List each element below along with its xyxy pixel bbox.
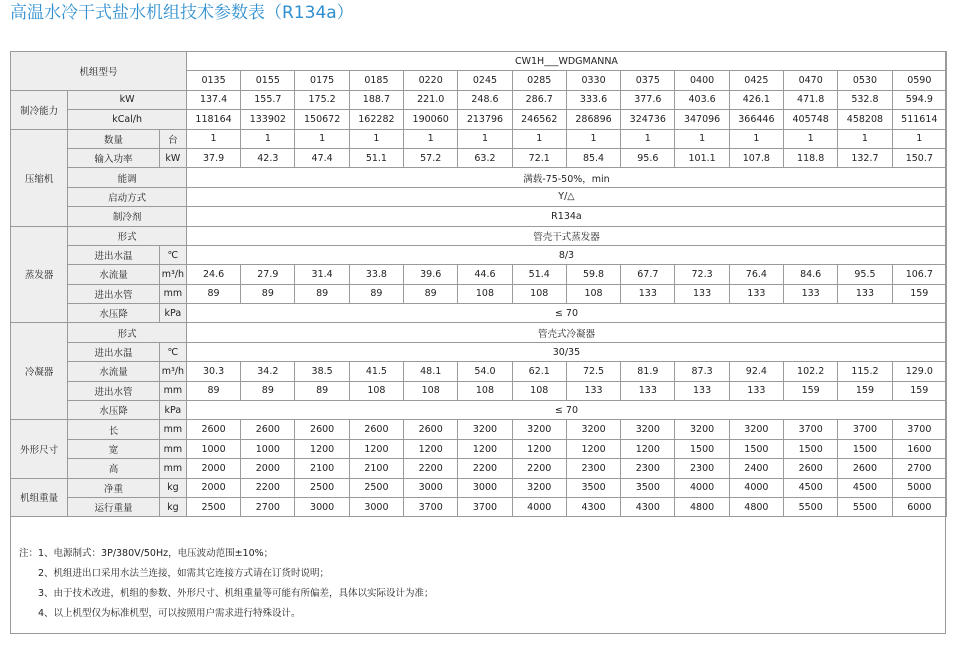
value-cell: 150672 [295,110,349,129]
table-row [11,342,947,361]
value-cell: 81.9 [621,362,675,381]
value-cell: 1 [566,129,620,148]
value-cell: 471.8 [784,90,838,109]
value-cell: 108 [512,284,566,303]
value-cell: 1500 [675,439,729,458]
value-cell: 1 [512,129,566,148]
value-cell: 133 [838,284,892,303]
value-cell: 4300 [566,497,620,516]
model-code-cell: CW1H___WDGMANNA [186,52,946,71]
group-label-cell: 制冷能力 [11,90,68,129]
value-cell: 67.7 [621,265,675,284]
unit-cell: kPa [159,401,186,420]
value-cell: 41.5 [349,362,403,381]
value-cell: 3000 [404,478,458,497]
table-row [11,478,947,497]
merged-value-cell: ≤ 70 [186,304,946,323]
value-cell: 188.7 [349,90,403,109]
value-cell: 3200 [729,420,783,439]
spec-table [10,51,947,517]
value-cell: 4500 [784,478,838,497]
value-cell: 85.4 [566,148,620,167]
table-row [11,187,947,206]
value-cell: 159 [784,381,838,400]
model-number-cell: 0400 [675,71,729,90]
value-cell: 2100 [349,459,403,478]
model-number-cell: 0185 [349,71,403,90]
param-label-cell: 进出水管 [68,284,159,303]
value-cell: 118.8 [784,148,838,167]
param-label-cell: 制冷剂 [68,207,187,226]
value-cell: 4800 [675,497,729,516]
value-cell: 84.6 [784,265,838,284]
value-cell: 1500 [729,439,783,458]
value-cell: 1 [349,129,403,148]
value-cell: 1 [784,129,838,148]
value-cell: 248.6 [458,90,512,109]
value-cell: 1200 [566,439,620,458]
value-cell: 89 [186,284,240,303]
table-row [11,420,947,439]
value-cell: 47.4 [295,148,349,167]
model-number-cell: 0175 [295,71,349,90]
value-cell: 4000 [512,497,566,516]
value-cell: 133 [566,381,620,400]
value-cell: 1500 [784,439,838,458]
value-cell: 1200 [512,439,566,458]
model-number-cell: 0245 [458,71,512,90]
param-label-cell: 进出水温 [68,342,159,361]
value-cell: 2200 [458,459,512,478]
unit-cell: mm [159,420,186,439]
param-label-cell: kW [68,90,187,109]
note-line: 注：1、电源制式：3P/380V/50Hz，电压波动范围±10%； [19,548,274,559]
value-cell: 2200 [404,459,458,478]
value-cell: 594.9 [892,90,946,109]
group-label-cell: 机组重量 [11,478,68,517]
value-cell: 3700 [784,420,838,439]
unit-cell: 台 [159,129,186,148]
value-cell: 2700 [241,497,295,516]
value-cell: 1 [729,129,783,148]
value-cell: 1600 [892,439,946,458]
value-cell: 4500 [838,478,892,497]
value-cell: 3200 [458,420,512,439]
value-cell: 221.0 [404,90,458,109]
group-label-cell: 冷凝器 [11,323,68,420]
value-cell: 2500 [186,497,240,516]
value-cell: 5500 [838,497,892,516]
table-row [11,284,947,303]
param-label-cell: 高 [68,459,159,478]
value-cell: 324736 [621,110,675,129]
value-cell: 2300 [675,459,729,478]
value-cell: 72.1 [512,148,566,167]
value-cell: 108 [458,381,512,400]
value-cell: 347096 [675,110,729,129]
value-cell: 2600 [186,420,240,439]
value-cell: 89 [241,284,295,303]
value-cell: 108 [404,381,458,400]
value-cell: 2600 [295,420,349,439]
value-cell: 1200 [404,439,458,458]
value-cell: 366446 [729,110,783,129]
group-label-cell: 蒸发器 [11,226,68,323]
value-cell: 133 [675,381,729,400]
value-cell: 3200 [512,420,566,439]
value-cell: 1200 [458,439,512,458]
value-cell: 95.5 [838,265,892,284]
table-row [11,401,947,420]
unit-cell: mm [159,381,186,400]
value-cell: 129.0 [892,362,946,381]
unit-cell: kg [159,478,186,497]
value-cell: 42.3 [241,148,295,167]
value-cell: 511614 [892,110,946,129]
value-cell: 1200 [349,439,403,458]
value-cell: 458208 [838,110,892,129]
param-label-cell: 净重 [68,478,159,497]
value-cell: 3700 [892,420,946,439]
param-label-cell: 形式 [68,323,187,342]
value-cell: 2600 [241,420,295,439]
param-label-cell: 水流量 [68,265,159,284]
value-cell: 51.1 [349,148,403,167]
value-cell: 1000 [241,439,295,458]
value-cell: 4000 [729,478,783,497]
value-cell: 27.9 [241,265,295,284]
note-line: 3、由于技术改进，机组的参数、外形尺寸、机组重量等可能有所偏差，具体以实际设计为准； [38,588,434,599]
value-cell: 51.4 [512,265,566,284]
value-cell: 2200 [241,478,295,497]
value-cell: 2300 [566,459,620,478]
value-cell: 1 [404,129,458,148]
value-cell: 150.7 [892,148,946,167]
value-cell: 3500 [621,478,675,497]
value-cell: 107.8 [729,148,783,167]
model-number-cell: 0590 [892,71,946,90]
value-cell: 246562 [512,110,566,129]
param-label-cell: 长 [68,420,159,439]
value-cell: 2700 [892,459,946,478]
model-number-cell: 0155 [241,71,295,90]
value-cell: 31.4 [295,265,349,284]
value-cell: 4800 [729,497,783,516]
value-cell: 2200 [512,459,566,478]
table-row [11,110,947,129]
param-label-cell: 启动方式 [68,187,187,206]
table-row [11,265,947,284]
header-row-code [11,52,947,71]
param-label-cell: 水压降 [68,304,159,323]
value-cell: 2600 [349,420,403,439]
value-cell: 133 [621,381,675,400]
table-row [11,439,947,458]
value-cell: 403.6 [675,90,729,109]
merged-value-cell: Y/△ [186,187,946,206]
value-cell: 59.8 [566,265,620,284]
value-cell: 108 [349,381,403,400]
merged-value-cell: R134a [186,207,946,226]
table-row [11,362,947,381]
value-cell: 2000 [241,459,295,478]
value-cell: 72.5 [566,362,620,381]
table-row [11,381,947,400]
value-cell: 213796 [458,110,512,129]
value-cell: 532.8 [838,90,892,109]
value-cell: 426.1 [729,90,783,109]
merged-value-cell: 8/3 [186,245,946,264]
value-cell: 4000 [675,478,729,497]
value-cell: 2100 [295,459,349,478]
value-cell: 2500 [349,478,403,497]
value-cell: 33.8 [349,265,403,284]
value-cell: 37.9 [186,148,240,167]
value-cell: 3000 [295,497,349,516]
value-cell: 159 [838,381,892,400]
value-cell: 115.2 [838,362,892,381]
param-label-cell: 宽 [68,439,159,458]
unit-cell: mm [159,439,186,458]
value-cell: 89 [241,381,295,400]
param-label-cell: 输入功率 [68,148,159,167]
value-cell: 39.6 [404,265,458,284]
value-cell: 89 [186,381,240,400]
value-cell: 190060 [404,110,458,129]
value-cell: 3700 [838,420,892,439]
value-cell: 108 [458,284,512,303]
value-cell: 1 [838,129,892,148]
value-cell: 1000 [186,439,240,458]
value-cell: 63.2 [458,148,512,167]
value-cell: 3000 [349,497,403,516]
value-cell: 4300 [621,497,675,516]
value-cell: 48.1 [404,362,458,381]
value-cell: 159 [892,284,946,303]
value-cell: 2000 [186,459,240,478]
unit-cell: ℃ [159,245,186,264]
value-cell: 1 [892,129,946,148]
model-number-cell: 0470 [784,71,838,90]
value-cell: 3500 [566,478,620,497]
model-number-cell: 0425 [729,71,783,90]
value-cell: 1200 [621,439,675,458]
value-cell: 108 [512,381,566,400]
value-cell: 2600 [838,459,892,478]
value-cell: 87.3 [675,362,729,381]
note-line: 2、机组进出口采用水法兰连接，如需其它连接方式请在订货时说明； [38,568,330,579]
param-label-cell: 能调 [68,168,187,187]
table-row [11,304,947,323]
value-cell: 133 [621,284,675,303]
value-cell: 30.3 [186,362,240,381]
value-cell: 2600 [404,420,458,439]
value-cell: 133 [729,284,783,303]
value-cell: 2500 [295,478,349,497]
value-cell: 1 [621,129,675,148]
unit-cell: ℃ [159,342,186,361]
value-cell: 92.4 [729,362,783,381]
value-cell: 3200 [512,478,566,497]
model-number-cell: 0330 [566,71,620,90]
model-number-cell: 0285 [512,71,566,90]
value-cell: 1 [241,129,295,148]
value-cell: 108 [566,284,620,303]
unit-cell: m³/h [159,362,186,381]
merged-value-cell: ≤ 70 [186,401,946,420]
value-cell: 101.1 [675,148,729,167]
merged-value-cell: 满载-75-50%，min [186,168,946,187]
value-cell: 3200 [566,420,620,439]
value-cell: 72.3 [675,265,729,284]
table-row [11,168,947,187]
value-cell: 57.2 [404,148,458,167]
param-label-cell: 进出水温 [68,245,159,264]
value-cell: 286.7 [512,90,566,109]
value-cell: 106.7 [892,265,946,284]
value-cell: 3000 [458,478,512,497]
table-row [11,129,947,148]
value-cell: 132.7 [838,148,892,167]
param-label-cell: 进出水管 [68,381,159,400]
value-cell: 44.6 [458,265,512,284]
value-cell: 405748 [784,110,838,129]
value-cell: 89 [295,381,349,400]
value-cell: 54.0 [458,362,512,381]
value-cell: 1 [675,129,729,148]
unit-cell: kW [159,148,186,167]
table-row [11,459,947,478]
value-cell: 2000 [186,478,240,497]
merged-value-cell: 30/35 [186,342,946,361]
value-cell: 6000 [892,497,946,516]
value-cell: 95.6 [621,148,675,167]
note-line: 4、以上机型仅为标准机型，可以按照用户需求进行特殊设计。 [38,608,301,619]
value-cell: 118164 [186,110,240,129]
value-cell: 133 [675,284,729,303]
value-cell: 1 [458,129,512,148]
model-number-cell: 0220 [404,71,458,90]
value-cell: 133 [784,284,838,303]
value-cell: 377.6 [621,90,675,109]
merged-value-cell: 管壳式冷凝器 [186,323,946,342]
param-label-cell: 水流量 [68,362,159,381]
model-label-cell: 机组型号 [11,52,187,91]
value-cell: 5500 [784,497,838,516]
value-cell: 76.4 [729,265,783,284]
value-cell: 1 [186,129,240,148]
table-row [11,323,947,342]
model-number-cell: 0375 [621,71,675,90]
model-number-cell: 0530 [838,71,892,90]
notes [19,544,434,624]
value-cell: 89 [295,284,349,303]
value-cell: 3700 [404,497,458,516]
value-cell: 89 [404,284,458,303]
group-label-cell: 外形尺寸 [11,420,68,478]
param-label-cell: 数量 [68,129,159,148]
unit-cell: kg [159,497,186,516]
page-title: 高温水冷干式盐水机组技术参数表（R134a） [10,3,354,23]
value-cell: 1200 [295,439,349,458]
param-label-cell: 运行重量 [68,497,159,516]
value-cell: 159 [892,381,946,400]
value-cell: 2400 [729,459,783,478]
table-row [11,226,947,245]
value-cell: 5000 [892,478,946,497]
group-label-cell: 压缩机 [11,129,68,226]
table-row [11,245,947,264]
value-cell: 137.4 [186,90,240,109]
value-cell: 34.2 [241,362,295,381]
model-number-cell: 0135 [186,71,240,90]
value-cell: 2300 [621,459,675,478]
unit-cell: mm [159,284,186,303]
value-cell: 1500 [838,439,892,458]
value-cell: 89 [349,284,403,303]
unit-cell: mm [159,459,186,478]
value-cell: 286896 [566,110,620,129]
value-cell: 102.2 [784,362,838,381]
value-cell: 133902 [241,110,295,129]
value-cell: 3200 [621,420,675,439]
value-cell: 175.2 [295,90,349,109]
value-cell: 162282 [349,110,403,129]
value-cell: 3200 [675,420,729,439]
unit-cell: m³/h [159,265,186,284]
table-row [11,207,947,226]
value-cell: 1 [295,129,349,148]
param-label-cell: 形式 [68,226,187,245]
value-cell: 155.7 [241,90,295,109]
value-cell: 2600 [784,459,838,478]
param-label-cell: 水压降 [68,401,159,420]
table-row [11,497,947,516]
table-row [11,90,947,109]
param-label-cell: kCal/h [68,110,187,129]
merged-value-cell: 管壳干式蒸发器 [186,226,946,245]
table-row [11,148,947,167]
value-cell: 133 [729,381,783,400]
value-cell: 24.6 [186,265,240,284]
value-cell: 333.6 [566,90,620,109]
value-cell: 3700 [458,497,512,516]
unit-cell: kPa [159,304,186,323]
value-cell: 38.5 [295,362,349,381]
value-cell: 62.1 [512,362,566,381]
